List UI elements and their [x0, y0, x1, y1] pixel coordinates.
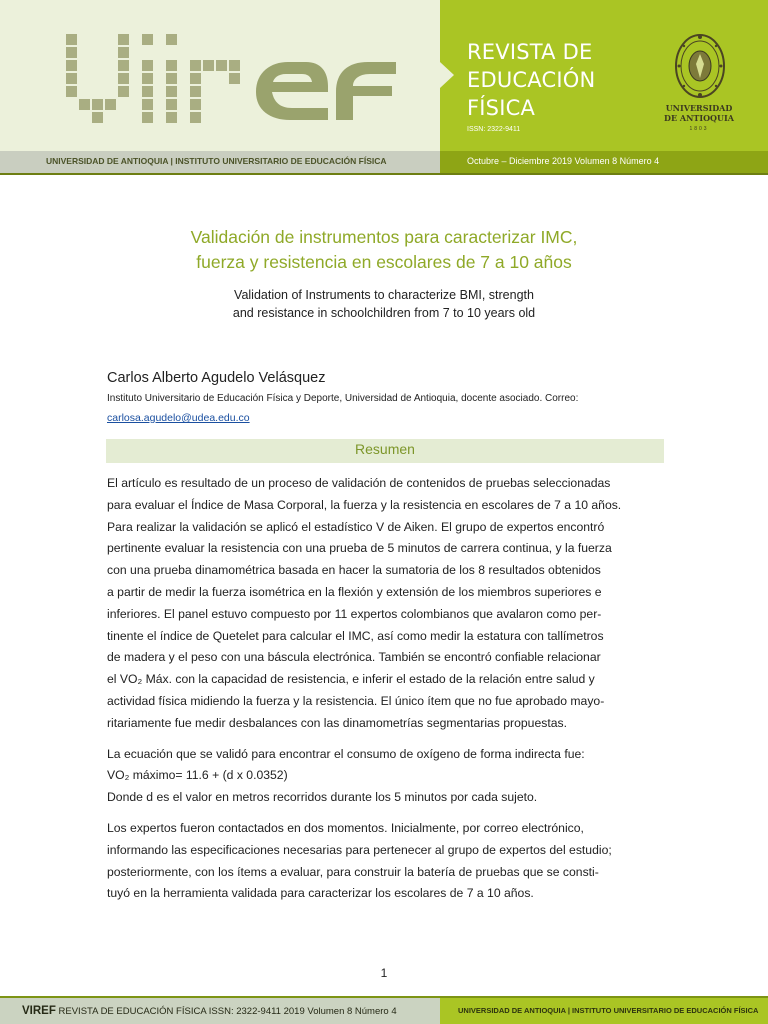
journal-title-line: FÍSICA — [467, 96, 536, 120]
article-title-line: fuerza y resistencia en escolares de 7 a 10 años — [196, 252, 572, 272]
journal-title — [467, 38, 595, 122]
text-line: Donde d es el valor en metros recorridos durante los 5 minutos por cada sujeto. — [107, 790, 538, 805]
text-line: posteriormente, con los ítems a evaluar, para construir la batería de pruebas que se consti- — [107, 864, 599, 879]
author-name: Carlos Alberto Agudelo Velásquez — [107, 370, 326, 386]
header-arrow-notch — [440, 62, 454, 88]
equation-line: VO₂ máximo= 11.6 + (d x 0.0352) — [107, 768, 288, 783]
author-email-link[interactable]: carlosa.agudelo@udea.edu.co — [107, 412, 250, 424]
abstract-body — [107, 473, 662, 914]
article-title-line: Validación de instrumentos para caracterizar IMC, — [190, 227, 578, 247]
university-name-line: UNIVERSIDAD — [665, 103, 733, 113]
text-line: a partir de medir la fuerza isométrica en la flexión y extensión de los miembros superiores e — [107, 584, 602, 599]
text-line: La ecuación que se validó para encontrar el consumo de oxígeno de forma indirecta fue: — [107, 746, 585, 761]
author-affiliation: Instituto Universitario de Educación Física y Deporte, Universidad de Antioquia, docente asociado. Correo: — [107, 393, 579, 404]
abstract-paragraph — [107, 473, 662, 735]
text-line: para evaluar el Índice de Masa Corporal, la fuerza y la resistencia en escolares de 7 a 10 años. — [107, 497, 622, 512]
university-year: 1803 — [689, 126, 709, 132]
viref-logo — [66, 30, 396, 130]
abstract-paragraph — [107, 744, 662, 809]
article-subtitle-line: Validation of Instruments to characterize BMI, strength — [234, 288, 534, 302]
footer-brand: VIREF — [22, 1005, 56, 1017]
text-line: informando las especificaciones necesarias para pertenecer al grupo de expertos del estudio; — [107, 842, 612, 857]
text-line: con una prueba dinamométrica basada en hacer la sumatoria de los 8 resultados obtenidos — [107, 563, 601, 578]
text-line: el VO₂ Máx. con la capacidad de resistencia, e inferir el estado de la relación entre salud y — [107, 672, 595, 687]
header-divider — [0, 173, 768, 175]
text-line: actividad física midiendo la fuerza y la resistencia. El único ítem que no fue aprobado mayo- — [107, 693, 605, 708]
text-line: ritariamente fue medir desbalances con las dinamometrías segmentarias propuestas. — [107, 715, 567, 730]
institution-strip-text: UNIVERSIDAD DE ANTIOQUIA | INSTITUTO UNIVERSITARIO DE EDUCACIÓN FÍSICA — [46, 156, 387, 166]
journal-title-line: REVISTA DE — [467, 40, 593, 64]
issn-label: ISSN: 2322-9411 — [467, 126, 521, 133]
text-line: tuyó en la herramienta validada para caracterizar los escolares de 7 a 10 años. — [107, 886, 534, 901]
text-line: de madera y el peso con una báscula electrónica. También se encontró confiable relacionar — [107, 650, 601, 665]
text-line: Los expertos fueron contactados en dos momentos. Inicialmente, por correo electrónico, — [107, 820, 584, 835]
university-name-line: DE ANTIOQUIA — [664, 113, 734, 123]
article-subtitle — [0, 286, 768, 322]
text-line: El artículo es resultado de un proceso de validación de contenidos de pruebas seleccionadas — [107, 476, 611, 490]
footer-journal-info — [22, 1005, 397, 1017]
text-line: inferiores. El panel estuvo compuesto por 11 expertos colombianos que avalaron como per- — [107, 606, 602, 621]
text-line: pertinente evaluar la resistencia con una prueba de 5 minutos de carrera continua, y la fuerza — [107, 541, 612, 556]
section-title: Resumen — [355, 441, 415, 457]
text-line: Para realizar la validación se aplicó el estadístico V de Aiken. El grupo de expertos encontró — [107, 519, 605, 534]
issue-strip-text: Octubre – Diciembre 2019 Volumen 8 Número 4 — [467, 156, 660, 166]
text-line: tinente el índice de Quetelet para calcular el IMC, así como medir la estatura con tallímetros — [107, 628, 604, 643]
page-number: 1 — [380, 966, 388, 980]
university-name — [652, 103, 746, 123]
article-subtitle-line: and resistance in schoolchildren from 7 to 10 years old — [232, 306, 536, 320]
abstract-paragraph — [107, 818, 662, 905]
footer-journal-text: REVISTA DE EDUCACIÓN FÍSICA ISSN: 2322-9411 2019 Volumen 8 Número 4 — [58, 1006, 397, 1017]
journal-title-line: EDUCACIÓN — [467, 68, 596, 92]
university-seal-icon — [670, 30, 730, 102]
article-title — [0, 225, 768, 275]
footer-institution-text: UNIVERSIDAD DE ANTIOQUIA | INSTITUTO UNIVERSITARIO DE EDUCACIÓN FÍSICA — [458, 1006, 759, 1015]
